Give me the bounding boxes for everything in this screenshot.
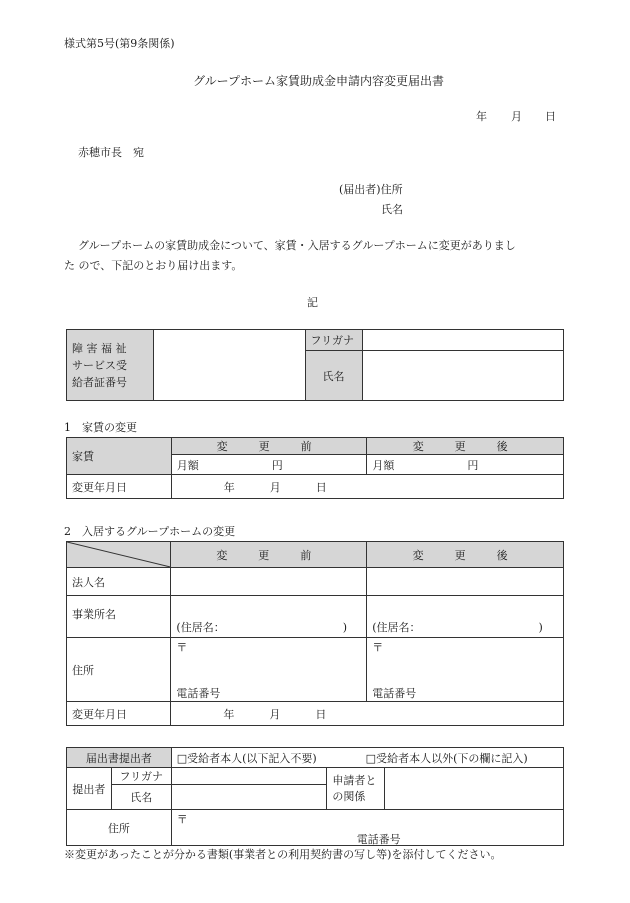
furigana-label: フリガナ: [305, 330, 362, 351]
submitter-furigana-label: フリガナ: [111, 768, 171, 785]
recipient-table: [66, 329, 564, 401]
gh-change-date-label: 変更年月日: [67, 702, 171, 726]
rent-after-field[interactable]: 月額 円: [367, 455, 564, 475]
body-line-2: た ので、下記のとおり届け出ます。: [64, 259, 243, 272]
submitter-address-field[interactable]: 〒 電話番号: [171, 810, 563, 846]
option-self-checkbox[interactable]: □受給者本人(以下記入不要): [176, 751, 317, 765]
name-field[interactable]: [362, 351, 563, 401]
grouphome-corner-cell: [67, 542, 171, 568]
diagonal-line: [67, 542, 170, 567]
sec2-heading: 2 入居するグループホームの変更: [64, 525, 236, 538]
form-number: 様式第5号(第9条関係): [64, 37, 175, 50]
gh-before-header: 変 更 前: [171, 542, 367, 568]
recipient-id-label: 障 害 福 祉 サービス受 給者証番号: [67, 330, 154, 401]
footnote: ※変更があったことが分かる書類(事業者との利用契約書の写し等)を添付してください。: [64, 848, 502, 861]
gh-change-date-field[interactable]: 年 月 日: [171, 702, 564, 726]
office-after-field[interactable]: (住居名： ): [367, 596, 564, 638]
date-day: 日: [545, 110, 556, 123]
address-before-field[interactable]: 〒 電話番号: [171, 638, 367, 702]
submitter-type-options: [171, 748, 563, 768]
corp-after-field[interactable]: [367, 568, 564, 596]
relation-label: 申請者と の関係: [327, 768, 385, 810]
submitter-type-label: 届出書提出者: [67, 748, 172, 768]
reporter-name-label: 氏名: [381, 203, 403, 216]
address-label: 住所: [67, 638, 171, 702]
rent-table: [66, 437, 564, 499]
recipient-id-field[interactable]: [153, 330, 305, 401]
submitter-table: [66, 747, 564, 846]
rent-before-header: 変 更 前: [171, 438, 367, 455]
addressee: 赤穂市長 宛: [78, 146, 144, 159]
rent-after-header: 変 更 後: [367, 438, 564, 455]
corp-label: 法人名: [67, 568, 171, 596]
reporter-address-label: (届出者)住所: [339, 183, 403, 196]
office-before-field[interactable]: (住居名： ): [171, 596, 367, 638]
option-other-checkbox[interactable]: □受給者本人以外(下の欄に記入): [365, 751, 528, 765]
name-label: 氏名: [305, 351, 362, 401]
body-line-1: グループホームの家賃助成金について、家賃・入居するグループホームに変更がありまし: [78, 239, 516, 252]
ki-label: 記: [307, 296, 318, 309]
rent-change-date-label: 変更年月日: [67, 475, 172, 499]
date-year: 年: [476, 110, 487, 123]
date-month: 月: [511, 110, 522, 123]
corp-before-field[interactable]: [171, 568, 367, 596]
sec1-heading: 1 家賃の変更: [64, 421, 137, 434]
address-after-field[interactable]: 〒 電話番号: [367, 638, 564, 702]
submitter-label: 提出者: [67, 768, 112, 810]
submitter-furigana-field[interactable]: [171, 768, 327, 785]
office-label: 事業所名: [67, 596, 171, 638]
relation-field[interactable]: [385, 768, 564, 810]
rent-before-field[interactable]: 月額 円: [171, 455, 367, 475]
submitter-name-label: 氏名: [111, 785, 171, 810]
submitter-address-label: 住所: [67, 810, 172, 846]
rent-change-date-field[interactable]: 年 月 日: [171, 475, 563, 499]
rent-label: 家賃: [67, 438, 172, 475]
submitter-name-field[interactable]: [171, 785, 327, 810]
grouphome-table: [66, 541, 564, 726]
gh-after-header: 変 更 後: [367, 542, 564, 568]
form-title: グループホーム家賃助成金申請内容変更届出書: [193, 74, 445, 88]
furigana-field[interactable]: [362, 330, 563, 351]
